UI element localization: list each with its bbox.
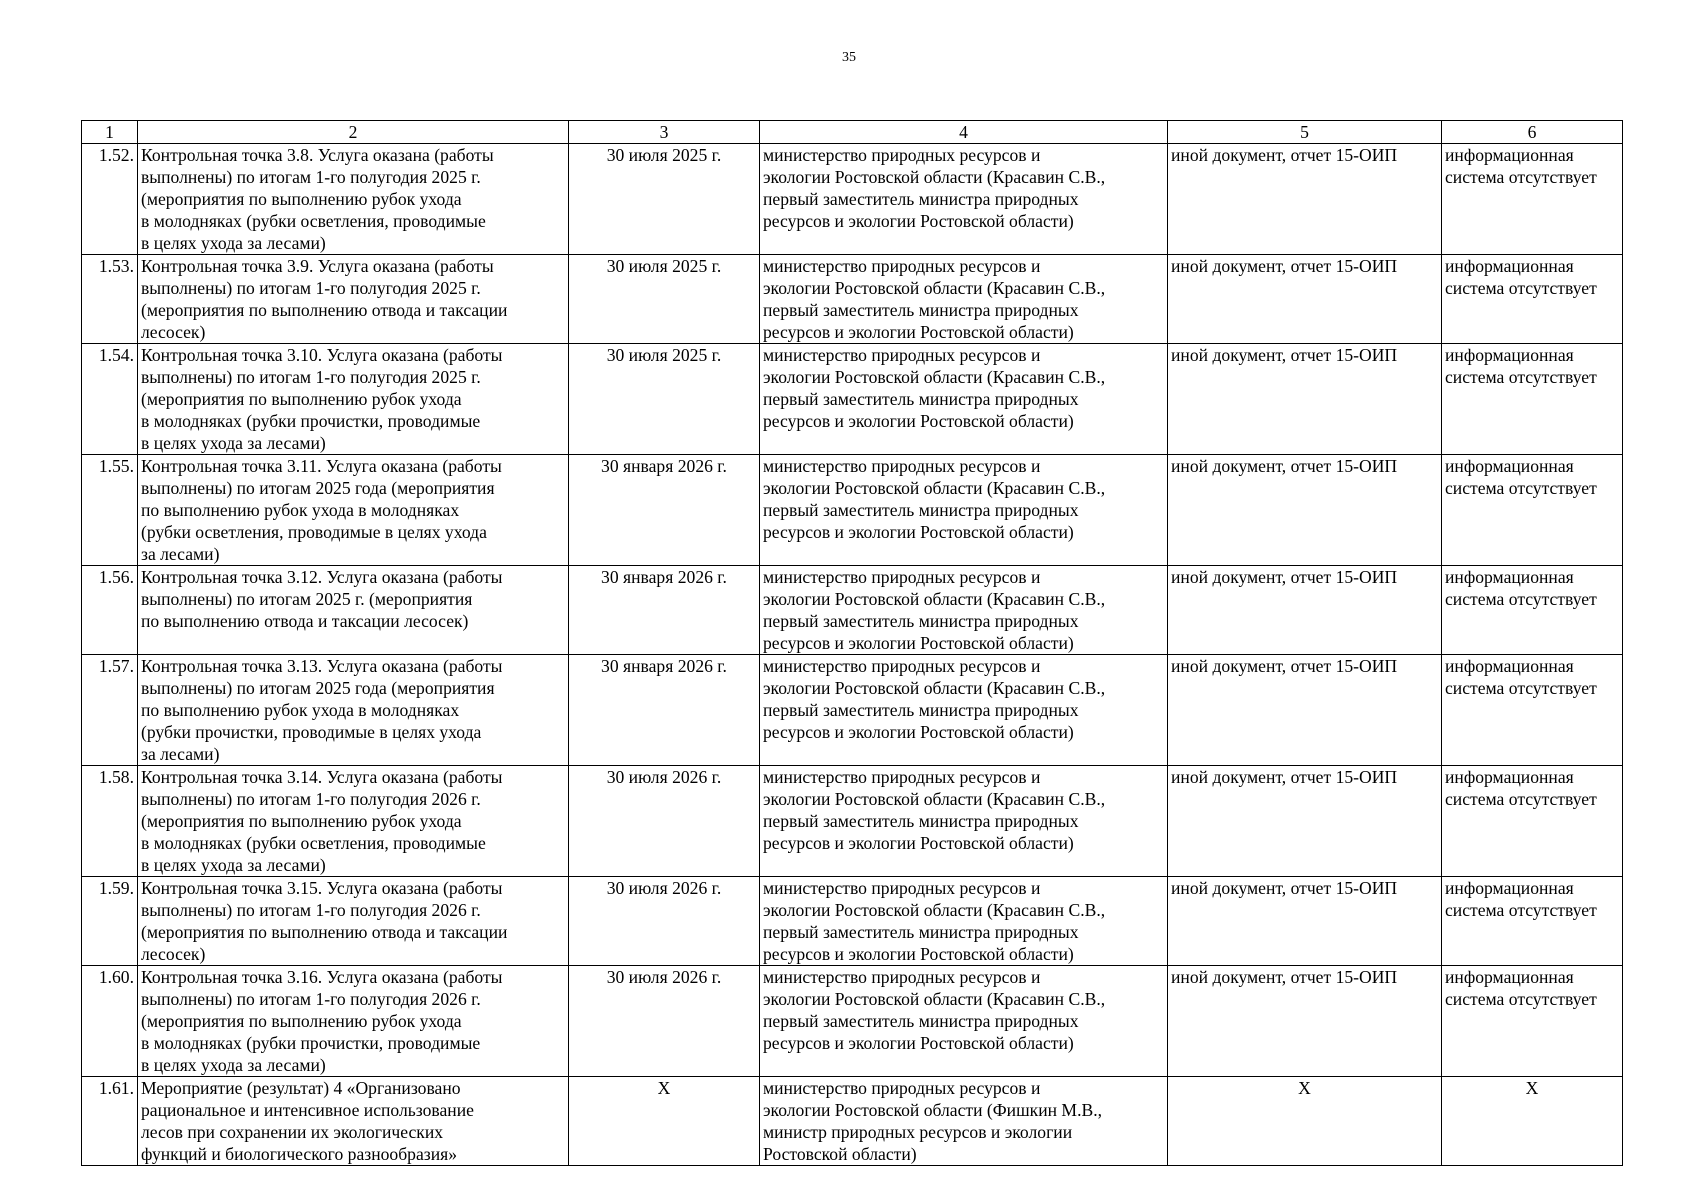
row-description-line: в молодняках (рубки осветления, проводимые — [141, 833, 486, 853]
row-description — [138, 255, 569, 344]
row-responsible — [760, 455, 1168, 566]
row-description-line: Контрольная точка 3.8. Услуга оказана (работы — [141, 145, 494, 165]
row-info-system-line: система отсутствует — [1445, 789, 1597, 809]
row-responsible-line: министерство природных ресурсов и — [763, 256, 1041, 276]
row-responsible-line: экологии Ростовской области (Красавин С.В., — [763, 167, 1106, 187]
row-description-line: выполнены) по итогам 2025 г. (мероприятия — [141, 589, 473, 609]
row-description-line: лесов при сохранении их экологических — [141, 1122, 444, 1142]
row-info-system-line: информационная — [1445, 145, 1574, 165]
row-description-line: в целях ухода за лесами) — [141, 855, 326, 875]
row-description-line: (рубки прочистки, проводимые в целях ухода — [141, 722, 482, 742]
table-row — [82, 144, 1623, 255]
row-number: 1.57. — [82, 655, 138, 766]
row-responsible-line: экологии Ростовской области (Красавин С.В., — [763, 478, 1106, 498]
row-responsible — [760, 144, 1168, 255]
table-row — [82, 877, 1623, 966]
row-responsible-line: первый заместитель министра природных — [763, 389, 1079, 409]
row-responsible-line: первый заместитель министра природных — [763, 700, 1079, 720]
row-responsible-line: первый заместитель министра природных — [763, 922, 1079, 942]
row-description-line: выполнены) по итогам 1-го полугодия 2026 г. — [141, 789, 481, 809]
row-deadline: 30 июля 2026 г. — [569, 766, 760, 877]
header-cell: 6 — [1442, 121, 1623, 144]
row-description-line: выполнены) по итогам 1-го полугодия 2025 г. — [141, 167, 481, 187]
row-description — [138, 966, 569, 1077]
row-description-line: по выполнению отвода и таксации лесосек) — [141, 611, 469, 631]
row-responsible-line: экологии Ростовской области (Красавин С.В., — [763, 278, 1106, 298]
row-description — [138, 766, 569, 877]
row-info-system-line: информационная — [1445, 456, 1574, 476]
table-row — [82, 344, 1623, 455]
row-number: 1.58. — [82, 766, 138, 877]
row-description-line: (мероприятия по выполнению отвода и таксации — [141, 922, 508, 942]
row-responsible-line: экологии Ростовской области (Красавин С.В., — [763, 900, 1106, 920]
row-responsible-line: министерство природных ресурсов и — [763, 878, 1041, 898]
row-deadline: 30 января 2026 г. — [569, 566, 760, 655]
row-description-line: Контрольная точка 3.10. Услуга оказана (работы — [141, 345, 503, 365]
row-responsible-line: ресурсов и экологии Ростовской области) — [763, 633, 1074, 653]
row-info-system-line: система отсутствует — [1445, 478, 1597, 498]
row-document: иной документ, отчет 15-ОИП — [1168, 877, 1442, 966]
table-row — [82, 966, 1623, 1077]
row-deadline: X — [569, 1077, 760, 1166]
row-info-system-line: система отсутствует — [1445, 678, 1597, 698]
row-description-line: за лесами) — [141, 744, 220, 764]
row-description-line: по выполнению рубок ухода в молодняках — [141, 500, 460, 520]
row-deadline: 30 января 2026 г. — [569, 655, 760, 766]
row-description-line: Контрольная точка 3.15. Услуга оказана (работы — [141, 878, 503, 898]
row-document: иной документ, отчет 15-ОИП — [1168, 766, 1442, 877]
row-responsible — [760, 877, 1168, 966]
row-deadline: 30 июля 2026 г. — [569, 966, 760, 1077]
row-description-line: Мероприятие (результат) 4 «Организовано — [141, 1078, 461, 1098]
row-responsible-line: первый заместитель министра природных — [763, 811, 1079, 831]
row-deadline: 30 июля 2025 г. — [569, 255, 760, 344]
header-cell: 1 — [82, 121, 138, 144]
table-row — [82, 455, 1623, 566]
row-responsible-line: ресурсов и экологии Ростовской области) — [763, 722, 1074, 742]
plan-table — [81, 120, 1623, 1166]
table-row — [82, 766, 1623, 877]
header-cell: 3 — [569, 121, 760, 144]
row-info-system-line: система отсутствует — [1445, 278, 1597, 298]
row-responsible-line: экологии Ростовской области (Красавин С.В., — [763, 589, 1106, 609]
row-description-line: лесосек) — [141, 944, 206, 964]
row-description-line: в целях ухода за лесами) — [141, 233, 326, 253]
row-info-system — [1442, 566, 1623, 655]
row-responsible — [760, 966, 1168, 1077]
table-row — [82, 566, 1623, 655]
row-info-system — [1442, 966, 1623, 1077]
row-responsible-line: первый заместитель министра природных — [763, 500, 1079, 520]
row-responsible-line: экологии Ростовской области (Красавин С.В., — [763, 678, 1106, 698]
row-responsible-line: ресурсов и экологии Ростовской области) — [763, 1033, 1074, 1053]
row-number: 1.61. — [82, 1077, 138, 1166]
row-info-system-line: информационная — [1445, 967, 1574, 987]
row-responsible-line: министерство природных ресурсов и — [763, 656, 1041, 676]
row-description-line: в целях ухода за лесами) — [141, 1055, 326, 1075]
row-info-system-line: система отсутствует — [1445, 167, 1597, 187]
row-description-line: рациональное и интенсивное использование — [141, 1100, 474, 1120]
row-description-line: выполнены) по итогам 1-го полугодия 2025 г. — [141, 278, 481, 298]
row-info-system-line: система отсутствует — [1445, 989, 1597, 1009]
row-description-line: Контрольная точка 3.11. Услуга оказана (работы — [141, 456, 502, 476]
row-responsible-line: экологии Ростовской области (Красавин С.В., — [763, 989, 1106, 1009]
row-description-line: лесосек) — [141, 322, 206, 342]
row-description-line: (мероприятия по выполнению рубок ухода — [141, 811, 462, 831]
row-info-system-line: система отсутствует — [1445, 589, 1597, 609]
row-description-line: Контрольная точка 3.13. Услуга оказана (работы — [141, 656, 503, 676]
row-description-line: Контрольная точка 3.16. Услуга оказана (работы — [141, 967, 503, 987]
row-description-line: (мероприятия по выполнению рубок ухода — [141, 1011, 462, 1031]
row-description-line: за лесами) — [141, 544, 220, 564]
row-responsible — [760, 766, 1168, 877]
row-responsible-line: Ростовской области) — [763, 1144, 917, 1164]
row-responsible-line: министерство природных ресурсов и — [763, 345, 1041, 365]
row-info-system-line: информационная — [1445, 767, 1574, 787]
row-description-line: в целях ухода за лесами) — [141, 433, 326, 453]
row-responsible-line: ресурсов и экологии Ростовской области) — [763, 944, 1074, 964]
row-description-line: (рубки осветления, проводимые в целях ухода — [141, 522, 487, 542]
row-document: иной документ, отчет 15-ОИП — [1168, 255, 1442, 344]
row-responsible-line: ресурсов и экологии Ростовской области) — [763, 322, 1074, 342]
row-responsible-line: министр природных ресурсов и экологии — [763, 1122, 1073, 1142]
row-number: 1.52. — [82, 144, 138, 255]
row-info-system — [1442, 1077, 1623, 1166]
row-info-system — [1442, 144, 1623, 255]
table-row — [82, 1077, 1623, 1166]
row-info-system — [1442, 344, 1623, 455]
row-info-system — [1442, 766, 1623, 877]
row-description-line: в молодняках (рубки осветления, проводимые — [141, 211, 486, 231]
row-description-line: (мероприятия по выполнению отвода и таксации — [141, 300, 508, 320]
row-info-system — [1442, 655, 1623, 766]
row-number: 1.56. — [82, 566, 138, 655]
row-responsible — [760, 344, 1168, 455]
header-cell: 2 — [138, 121, 569, 144]
row-description-line: выполнены) по итогам 2025 года (мероприятия — [141, 478, 495, 498]
row-description-line: Контрольная точка 3.9. Услуга оказана (работы — [141, 256, 494, 276]
row-info-system-line: информационная — [1445, 878, 1574, 898]
row-number: 1.59. — [82, 877, 138, 966]
row-deadline: 30 января 2026 г. — [569, 455, 760, 566]
row-responsible — [760, 566, 1168, 655]
row-info-system-line: система отсутствует — [1445, 900, 1597, 920]
header-cell: 5 — [1168, 121, 1442, 144]
row-description-line: выполнены) по итогам 1-го полугодия 2026 г. — [141, 989, 481, 1009]
page-number: 35 — [842, 50, 856, 65]
row-number: 1.60. — [82, 966, 138, 1077]
row-document: иной документ, отчет 15-ОИП — [1168, 344, 1442, 455]
row-description — [138, 455, 569, 566]
row-responsible-line: ресурсов и экологии Ростовской области) — [763, 522, 1074, 542]
row-responsible — [760, 255, 1168, 344]
row-info-system-line: информационная — [1445, 345, 1574, 365]
row-responsible-line: министерство природных ресурсов и — [763, 967, 1041, 987]
row-responsible-line: первый заместитель министра природных — [763, 611, 1079, 631]
row-info-system-line: система отсутствует — [1445, 367, 1597, 387]
row-info-system — [1442, 455, 1623, 566]
row-info-system-line: информационная — [1445, 656, 1574, 676]
row-description-line: по выполнению рубок ухода в молодняках — [141, 700, 460, 720]
row-description-line: (мероприятия по выполнению рубок ухода — [141, 189, 462, 209]
row-info-system-line: информационная — [1445, 256, 1574, 276]
header-row — [82, 121, 1623, 144]
row-responsible-line: экологии Ростовской области (Красавин С.В., — [763, 367, 1106, 387]
row-description — [138, 144, 569, 255]
row-responsible-line: экологии Ростовской области (Фишкин М.В., — [763, 1100, 1102, 1120]
row-description-line: выполнены) по итогам 2025 года (мероприятия — [141, 678, 495, 698]
row-document: X — [1168, 1077, 1442, 1166]
row-responsible-line: министерство природных ресурсов и — [763, 567, 1041, 587]
row-responsible-line: министерство природных ресурсов и — [763, 145, 1041, 165]
row-description-line: Контрольная точка 3.12. Услуга оказана (работы — [141, 567, 503, 587]
row-description — [138, 566, 569, 655]
row-document: иной документ, отчет 15-ОИП — [1168, 455, 1442, 566]
row-description-line: в молодняках (рубки прочистки, проводимые — [141, 411, 481, 431]
table-body — [82, 144, 1623, 1166]
row-description-line: Контрольная точка 3.14. Услуга оказана (работы — [141, 767, 503, 787]
row-info-system — [1442, 255, 1623, 344]
table-row — [82, 655, 1623, 766]
row-deadline: 30 июля 2026 г. — [569, 877, 760, 966]
row-description-line: функций и биологического разнообразия» — [141, 1144, 458, 1164]
row-responsible-line: первый заместитель министра природных — [763, 1011, 1079, 1031]
row-responsible-line: ресурсов и экологии Ростовской области) — [763, 411, 1074, 431]
table-row — [82, 255, 1623, 344]
row-description — [138, 877, 569, 966]
row-description — [138, 344, 569, 455]
row-number: 1.53. — [82, 255, 138, 344]
row-info-system — [1442, 877, 1623, 966]
row-description-line: в молодняках (рубки прочистки, проводимые — [141, 1033, 481, 1053]
header-cell: 4 — [760, 121, 1168, 144]
row-description-line: (мероприятия по выполнению рубок ухода — [141, 389, 462, 409]
row-document: иной документ, отчет 15-ОИП — [1168, 144, 1442, 255]
row-responsible — [760, 1077, 1168, 1166]
row-responsible-line: ресурсов и экологии Ростовской области) — [763, 211, 1074, 231]
row-number: 1.54. — [82, 344, 138, 455]
row-description — [138, 1077, 569, 1166]
row-document: иной документ, отчет 15-ОИП — [1168, 966, 1442, 1077]
row-document: иной документ, отчет 15-ОИП — [1168, 566, 1442, 655]
row-responsible-line: первый заместитель министра природных — [763, 300, 1079, 320]
row-description-line: выполнены) по итогам 1-го полугодия 2026 г. — [141, 900, 481, 920]
row-deadline: 30 июля 2025 г. — [569, 144, 760, 255]
row-responsible-line: первый заместитель министра природных — [763, 189, 1079, 209]
row-responsible-line: экологии Ростовской области (Красавин С.В., — [763, 789, 1106, 809]
row-responsible-line: министерство природных ресурсов и — [763, 1078, 1041, 1098]
row-info-system-line: информационная — [1445, 567, 1574, 587]
row-description — [138, 655, 569, 766]
row-deadline: 30 июля 2025 г. — [569, 344, 760, 455]
row-info-system-line: X — [1525, 1078, 1539, 1098]
row-responsible-line: министерство природных ресурсов и — [763, 767, 1041, 787]
row-document: иной документ, отчет 15-ОИП — [1168, 655, 1442, 766]
row-responsible-line: министерство природных ресурсов и — [763, 456, 1041, 476]
row-responsible-line: ресурсов и экологии Ростовской области) — [763, 833, 1074, 853]
row-number: 1.55. — [82, 455, 138, 566]
row-description-line: выполнены) по итогам 1-го полугодия 2025 г. — [141, 367, 481, 387]
row-responsible — [760, 655, 1168, 766]
